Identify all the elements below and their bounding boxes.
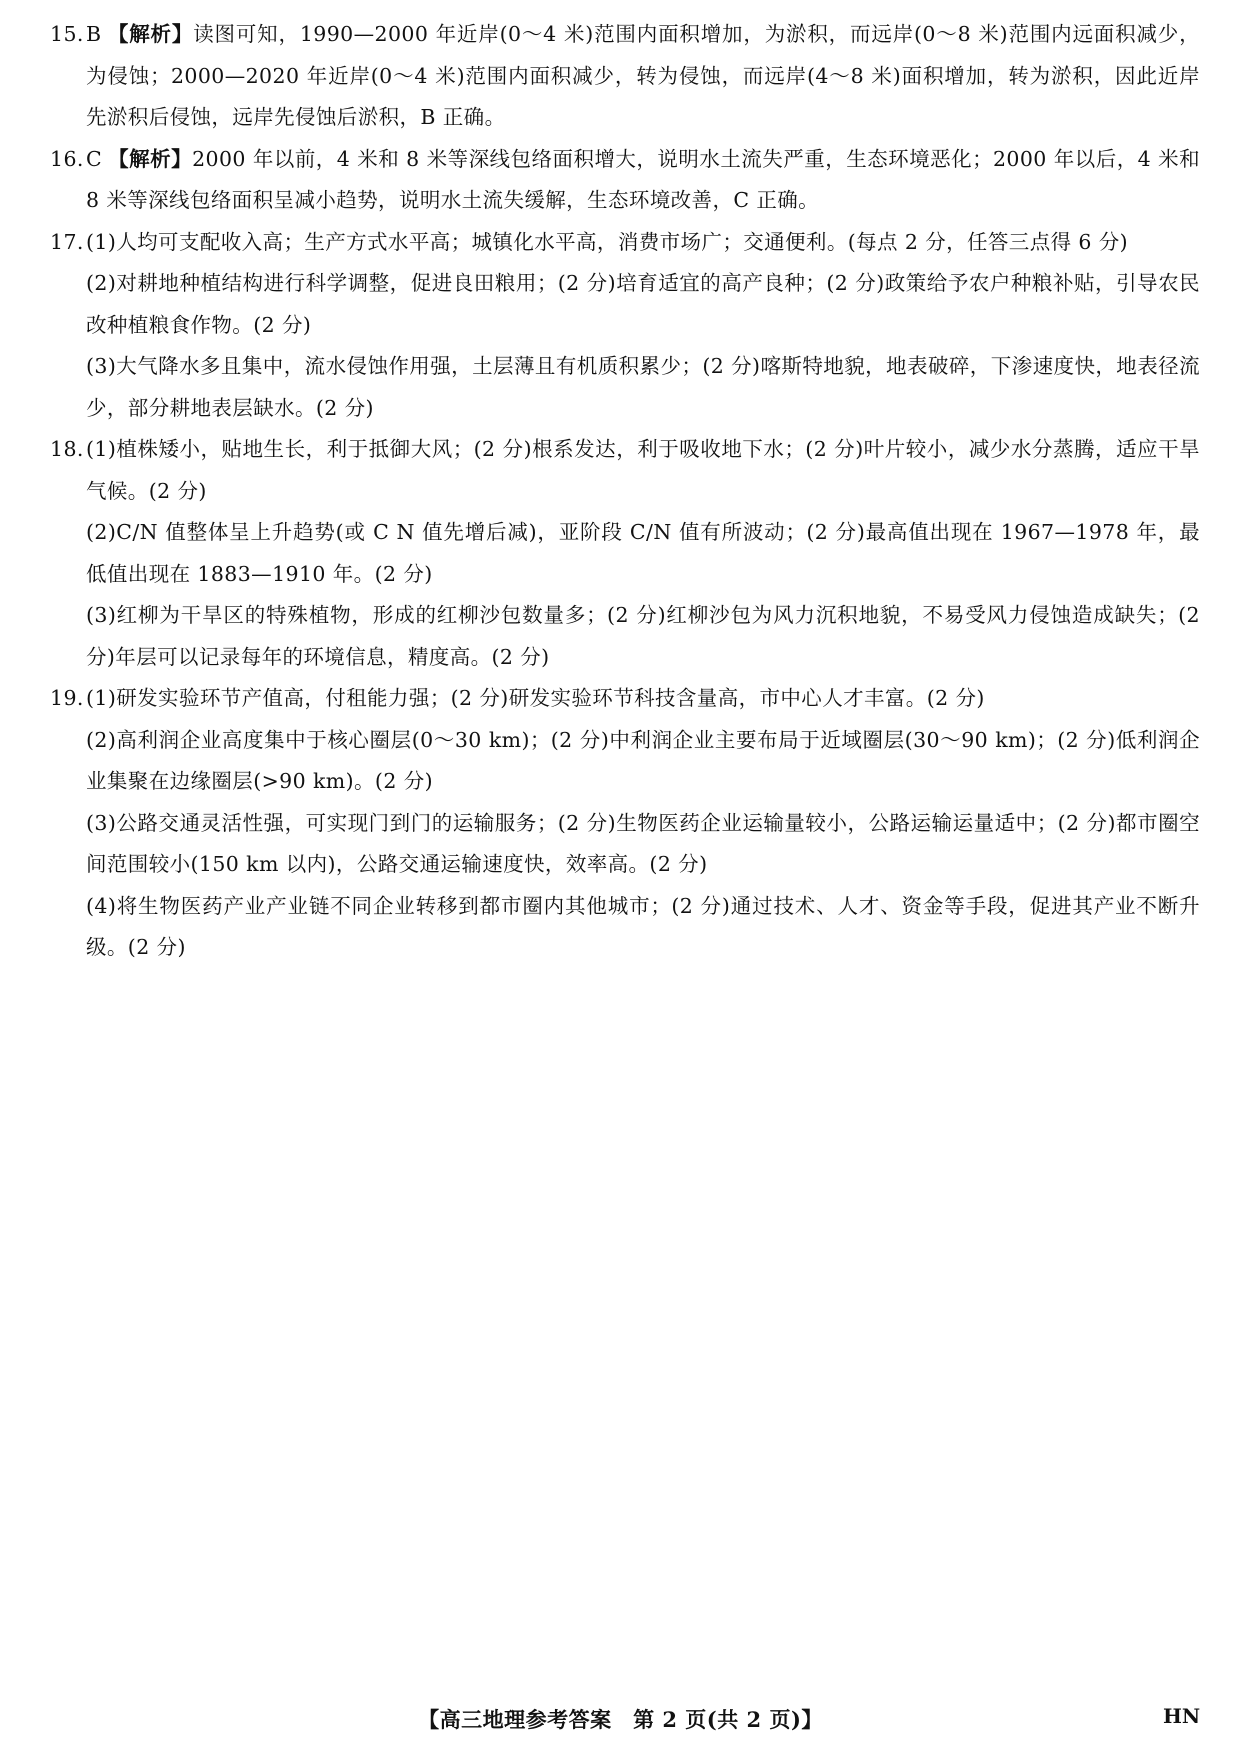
question-number: 18.: [50, 437, 84, 461]
answer-content: [50, 14, 1200, 969]
page-footer-code: HN: [1163, 1704, 1201, 1728]
analysis-tag: 【解析】: [107, 22, 194, 46]
page-footer-title: 【高三地理参考答案 第 2 页(共 2 页)】: [418, 1707, 823, 1732]
answer-part-1: (1)人均可支配收入高；生产方式水平高；城镇化水平高，消费市场广；交通便利。(每点 2 分，任答三点得 6 分): [86, 229, 1129, 254]
answer-part-3: (3)公路交通灵活性强，可实现门到门的运输服务；(2 分)生物医药企业运输量较小，公路运输运量适中；(2 分)都市圈空间范围较小(150 km 以内)，公路交通运输速度快，效率高。(2 分): [86, 810, 1200, 876]
question-number: 15.: [50, 22, 84, 46]
answer-18: [50, 429, 1200, 512]
answer-part-3: (3)红柳为干旱区的特殊植物，形成的红柳沙包数量多；(2 分)红柳沙包为风力沉积地貌，不易受风力侵蚀造成缺失；(2 分)年层可以记录每年的环境信息，精度高。(2 分): [86, 603, 1200, 669]
answer-part-1: (1)研发实验环节产值高，付租能力强；(2 分)研发实验环节科技含量高，市中心人才丰富。(2 分): [86, 686, 985, 710]
answer-17: [50, 222, 1200, 264]
analysis-text: 读图可知，1990—2000 年近岸(0～4 米)范围内面积增加，为淤积，而远岸(0～8 米)范围内远面积减少，为侵蚀；2000—2020 年近岸(0～4 米)范围内面积减少，转为侵蚀，而远岸(4～8 米)面积增加，转为淤积，因此近岸先淤积后侵蚀，远岸先侵蚀后淤积，B 正确。: [86, 22, 1200, 129]
answer-choice: B: [86, 22, 102, 46]
answer-part-3: (3)大气降水多且集中，流水侵蚀作用强，土层薄且有机质积累少；(2 分)喀斯特地貌，地表破碎，下渗速度快，地表径流少，部分耕地表层缺水。(2 分): [86, 354, 1200, 420]
answer-choice: C: [86, 146, 103, 171]
answer-part-2: (2)C/N 值整体呈上升趋势(或 C N 值先增后减)，亚阶段 C/N 值有所波动；(2 分)最高值出现在 1967—1978 年，最低值出现在 1883—1910 年。(2 分): [86, 520, 1200, 586]
answer-part-4: (4)将生物医药产业产业链不同企业转移到都市圈内其他城市；(2 分)通过技术、人才、资金等手段，促进其产业不断升级。(2 分): [86, 893, 1200, 959]
question-number: 17.: [50, 229, 84, 254]
answer-part-2: (2)对耕地种植结构进行科学调整，促进良田粮用；(2 分)培育适宜的高产良种；(2 分)政策给予农户种粮补贴，引导农民改种植粮食作物。(2 分): [86, 271, 1200, 337]
answer-19: [50, 678, 1200, 720]
answer-part-1: (1)植株矮小，贴地生长，利于抵御大风；(2 分)根系发达，利于吸收地下水；(2 分)叶片较小，减少水分蒸腾，适应干旱气候。(2 分): [86, 437, 1200, 503]
analysis-tag: 【解析】: [108, 146, 193, 171]
answer-part-2: (2)高利润企业高度集中于核心圈层(0～30 km)；(2 分)中利润企业主要布局于近域圈层(30～90 km)；(2 分)低利润企业集聚在边缘圈层(>90 km)。(2 分): [86, 727, 1200, 793]
question-number: 19.: [50, 686, 84, 710]
question-number: 16.: [50, 146, 84, 171]
answer-15: [50, 14, 1200, 139]
analysis-text: 2000 年以前，4 米和 8 米等深线包络面积增大，说明水土流失严重，生态环境恶化；2000 年以后，4 米和 8 米等深线包络面积呈减小趋势，说明水土流失缓解，生态环境改善，C 正确。: [86, 146, 1200, 212]
answer-16: [50, 139, 1200, 222]
